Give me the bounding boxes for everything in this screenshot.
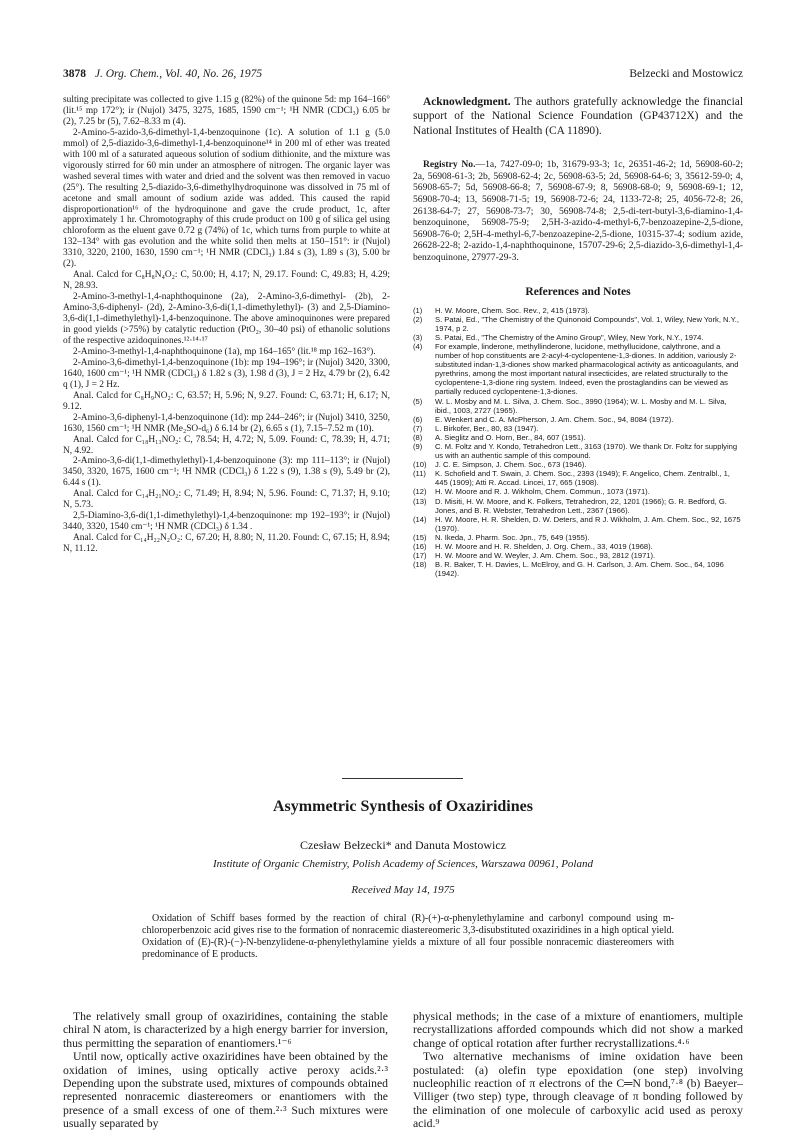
reference-number: (8) <box>413 432 423 442</box>
reference-number: (16) <box>413 542 427 551</box>
reference-number: (10) <box>413 460 427 470</box>
reference-number: (6) <box>413 414 423 424</box>
experimental-paragraph: sulting precipitate was collected to give 1.15 g (82%) of the quinone 5d: mp 164–166° (lit.¹⁵ mp 172°); ir (Nujol) 3475, 3275, 1685, 1590 cm⁻¹; ¹H NMR (CDCl₃) 6.05 br (2), 7.25 br (5), 7.62–8.33 m (4). <box>63 95 390 127</box>
body-paragraph: physical methods; in the case of a mixture of enantiomers, multiple recrystallizations afforded compounds which did not show a marked change of optical rotation after further recrystallizations.⁴·⁶ <box>413 1010 743 1050</box>
experimental-paragraph: Anal. Calcd for C₁₄H₂₂N₂O₂: C, 67.20; H, 8.80; N, 11.20. Found: C, 67.15; H, 8.94; N, 11.12. <box>63 533 390 555</box>
journal-citation: J. Org. Chem., Vol. 40, No. 26, 1975 <box>94 68 263 80</box>
acknowledgment-text: The authors gratefully acknowledge the financial support of the National Science Foundation (GP43712X) and the National Institutes of Health (CA 11890). <box>413 96 743 137</box>
reference-number: (4) <box>413 341 423 351</box>
reference-text: S. Patai, Ed., "The Chemistry of the Amino Group", Wiley, New York, N.Y., 1974. <box>435 332 704 342</box>
notes-column <box>413 95 743 578</box>
reference-item <box>413 397 743 415</box>
reference-text: D. Misiti, H. W. Moore, and K. Folkers, Tetrahedron, 22, 1201 (1966); G. R. Bedford, G. Jones, and B. R. Webster, Tetrahedron Lett., 2367 (1966). <box>435 496 727 515</box>
reference-text: H. W. Moore and H. R. Shelden, J. Org. Chem., 33, 4019 (1968). <box>435 542 653 551</box>
experimental-column <box>63 95 390 555</box>
acknowledgment-label: Acknowledgment. <box>423 96 511 108</box>
reference-text: N. Ikeda, J. Pharm. Soc. Jpn., 75, 649 (1955). <box>435 532 590 542</box>
reference-item <box>413 333 743 342</box>
reference-number: (12) <box>413 487 427 497</box>
reference-item <box>413 433 743 442</box>
reference-item <box>413 497 743 515</box>
experimental-paragraph: 2-Amino-5-azido-3,6-dimethyl-1,4-benzoquinone (1c). A solution of 1.1 g (5.0 mmol) of 2,5-diazido-3,6-dimethyl-1,4-benzoquinone¹⁴ in 200 ml of ether was treated with 100 ml of a saturated aqueous solution of sodium dithionite, and the mixture was vigorously stirred for 60 min under an atmosphere of nitrogen. The organic layer was washed several times with water and dried and the solvent was then removed in vacuo (25°). The resulting 2,5-diazido-3,6-dimethylhydroquinone was dissolved in 75 ml of acetone and small amount of sodium azide was added. This caused the rapid disproportionation¹⁶ of the hydroquinone and gave the crude product, 1c, after approximately 1 hr. Chromotography of this crude product on 100 g of silica gel using chloroform as the eluent gave 0.72 g (74%) of 1c, which turns from purple to white at 132–134° with gas evolution and the white solid then melts at 150–151°: ir (Nujol) 3310, 3220, 2100, 1630, 1590 cm⁻¹; ¹H NMR (CDCl₃) 1.84 s (3), 1.89 s (3), 5.00 br (2). <box>63 127 390 270</box>
reference-text: H. W. Moore and R. J. Wikholm, Chem. Commun., 1073 (1971). <box>435 487 650 497</box>
reference-text: B. R. Baker, T. H. Davies, L. McElroy, and G. H. Carlson, J. Am. Chem. Soc., 64, 1096 (1942). <box>435 560 724 579</box>
registry-text: —1a, 7427-09-0; 1b, 31679-93-3; 1c, 26351-46-2; 1d, 56908-60-2; 2a, 56908-61-3; 2b, 56908-62-4; 2c, 56908-63-5; 2d, 56908-64-6; 3, 35612-59-0; 4, 56908-65-7; 5d, 56908-66-8; 7, 56908-67-9; 8, 56908-68-0; 9, 56908-69-1; 12, 56908-70-4; 13, 56908-71-5; 19, 56908-72-6; 24, 1133-72-8; 25, 4056-72-8; 26, 26138-64-7; 27, 56908-73-7; 30, 56908-74-8; 2,5-di-tert-butyl-3,6-diamino-1,4-benzoquinone, 56908-75-9; 2,5H-3-azido-4-methyl-6,7-benzoazepine-2,5-dione, 56908-76-0; 2,5H-4-methyl-6,7-benzoazepine-2,5-dione, 10315-37-4; sodium azide, 26628-22-8; 2-azido-1,4-naphthoquinone, 15707-29-6; 2,5-diazido-3,6-dimethyl-1,4-benzoquinone, 27977-29-3. <box>413 159 743 263</box>
references-heading: References and Notes <box>525 285 631 298</box>
reference-item <box>413 542 743 551</box>
reference-text: L. Birkofer, Ber., 80, 83 (1947). <box>435 423 539 433</box>
abstract: Oxidation of Schiff bases formed by the reaction of chiral (R)-(+)-α-phenylethylamine and carbonyl compound using m-chloroperbenzoic acid gives rise to the formation of nonracemic diastereomeric 3,3-disubstituted oxaziridines in a high optical yield. Oxidation of (E)-(R)-(−)-N-benzylidene-α-phenylethylamine yields a mixture of all four possible nonracemic diastereomers with predominance of E products. <box>142 913 674 960</box>
body-paragraph: Until now, optically active oxaziridines have been obtained by the oxidation of imines, using optically active peroxy acids.²·³ Depending upon the substrate used, mixtures of compounds obtained represented nonracemic diastereomers or enantiomers with the presence of a small excess of one of them.²·³ Such mixtures were usually separated by <box>63 1050 388 1131</box>
page-number: 3878 <box>63 68 86 80</box>
experimental-paragraph: Anal. Calcd for C₈H₈N₄O₂: C, 50.00; H, 4.17; N, 29.17. Found: C, 49.83; H, 4.29; N, 28.93. <box>63 270 390 292</box>
reference-number: (11) <box>413 469 426 479</box>
references-list <box>413 306 743 579</box>
reference-text: S. Patai, Ed., "The Chemistry of the Quinonoid Compounds", Vol. 1, Wiley, New York, N.Y., 1974, p 2. <box>435 314 739 333</box>
registry-numbers <box>413 159 743 263</box>
reference-text: H. W. Moore and W. Weyler, J. Am. Chem. Soc., 93, 2812 (1971). <box>435 551 656 561</box>
reference-item <box>413 487 743 496</box>
registry-label: Registry No. <box>423 159 476 171</box>
reference-number: (18) <box>413 560 427 570</box>
reference-text: K. Schofield and T. Swain, J. Chem. Soc., 2393 (1949); F. Angelico, Chem. Zentralbl., 1, 445 (1909); Atti R. Accad. Lincei, 17, 665 (1908). <box>435 469 730 488</box>
reference-item <box>413 560 743 578</box>
experimental-paragraph: Anal. Calcd for C₁₈H₁₃NO₂: C, 78.54; H, 4.72; N, 5.09. Found: C, 78.39; H, 4.71; N, 4.92. <box>63 434 390 456</box>
reference-text: A. Sieglitz and O. Horn, Ber., 84, 607 (1951). <box>435 432 586 442</box>
reference-item <box>413 460 743 469</box>
reference-item <box>413 442 743 460</box>
experimental-paragraph: 2-Amino-3-methyl-1,4-naphthoquinone (1a), mp 164–165° (lit.¹⁸ mp 162–163°). <box>73 346 376 357</box>
reference-text: J. C. E. Simpson, J. Chem. Soc., 673 (1946). <box>435 460 587 470</box>
reference-number: (2) <box>413 314 423 324</box>
author-institution: Institute of Organic Chemistry, Polish Academy of Sciences, Warszawa 00961, Poland <box>213 858 593 870</box>
introduction-left-column <box>63 1010 388 1131</box>
article-authors: Czesław Bełzecki* and Danuta Mostowicz <box>300 838 506 852</box>
reference-number: (17) <box>413 551 427 561</box>
running-header <box>63 68 743 84</box>
section-divider <box>342 778 463 779</box>
experimental-paragraph: 2,5-Diamino-3,6-di(1,1-dimethylethyl)-1,4-benzoquinone: mp 192–193°; ir (Nujol) 3440, 3320, 1540 cm⁻¹; ¹H NMR (CDCl₃) δ 1.34 . <box>63 511 390 533</box>
reference-item <box>413 424 743 433</box>
acknowledgment <box>413 95 743 138</box>
experimental-paragraph: 2-Amino-3,6-dimethyl-1,4-benzoquinone (1b): mp 194–196°; ir (Nujol) 3420, 3300, 1640, 1600 cm⁻¹; ¹H NMR (CDCl₃) δ 1.82 s (3), 1.98 d (3), J = 2 Hz, 4.79 br (2), 6.42 q (1), J = 2 Hz. <box>63 357 390 390</box>
reference-item <box>413 469 743 487</box>
reference-item <box>413 533 743 542</box>
reference-text: For example, linderone, methyllinderone, lucidone, methyllucidone, calythrone, and a number of hop constituents are 2-acyl-4-cyclopentene-1,3-diones. In addition, variously 2-substituted indan-1,3-diones show marked pharmacological activity as anticoagulants, and pyrethrins, among the most important natural insecticides, are related structurally to the cyclopentene-1,3-dione ring system. Indeed, even the prostaglandins can be viewed as partially reduced cyclopentene-1,3-diones. <box>435 341 739 397</box>
reference-number: (13) <box>413 496 427 506</box>
introduction-right-column <box>413 1010 743 1131</box>
running-authors: Belzecki and Mostowicz <box>629 68 743 80</box>
experimental-paragraph: 2-Amino-3-methyl-1,4-naphthoquinone (2a), 2-Amino-3,6-dimethyl- (2b), 2-Amino-3,6-diphenyl- (2d), 2-Amino-3,6-di(1,1-dimethylethyl)- (3) and 2,5-Diamino-3,6-di(1,1-dimethylethyl)-1,4-benzoquinone. The above aminoquinones were prepared in good yields (>75%) by catalytic reduction (PtO₂, 30–40 psi) of ethanolic solutions of the respective azidoquinones.¹²·¹⁴·¹⁷ <box>63 292 390 346</box>
experimental-paragraph: 2-Amino-3,6-di(1,1-dimethylethyl)-1,4-benzoquinone (3): mp 111–113°; ir (Nujol) 3450, 3320, 1675, 1600 cm⁻¹; ¹H NMR (CDCl₃) δ 1.22 s (9), 1.38 s (9), 5.49 br (2), 6.44 s (1). <box>63 456 390 489</box>
reference-item <box>413 415 743 424</box>
reference-text: W. L. Mosby and M. L. Silva, J. Chem. Soc., 3990 (1964); W. L. Mosby and M. L. Silva, ibid., 1003, 2727 (1965). <box>435 396 727 415</box>
reference-item <box>413 306 743 315</box>
reference-text: E. Wenkert and C. A. McPherson, J. Am. Chem. Soc., 94, 8084 (1972). <box>435 414 674 424</box>
body-paragraph: Two alternative mechanisms of imine oxidation have been postulated: (a) olefin type epoxidation (one step) involving nucleophilic reaction of π electrons of the C═N bond,⁷·⁸ (b) Baeyer–Villiger (two step) type, through cleavage of π bonding followed by the elimination of one molecule of carboxylic acid used as peroxy acid.⁹ <box>413 1050 743 1131</box>
reference-item <box>413 315 743 333</box>
reference-number: (9) <box>413 441 423 451</box>
reference-item <box>413 515 743 533</box>
experimental-paragraph: Anal. Calcd for C₈H₉NO₂: C, 63.57; H, 5.96; N, 9.27. Found: C, 63.71; H, 6.17; N, 9.12. <box>63 390 390 412</box>
reference-text: H. W. Moore, H. R. Shelden, D. W. Deters, and R J. Wikholm, J. Am. Chem. Soc., 92, 1675 (1970). <box>435 514 741 533</box>
received-date: Received May 14, 1975 <box>351 884 455 896</box>
reference-item <box>413 342 743 397</box>
experimental-paragraph: Anal. Calcd for C₁₄H₂₁NO₂: C, 71.49; H, 8.94; N, 5.96. Found: C, 71.37; H, 9.10; N, 5.73. <box>63 489 390 511</box>
reference-item <box>413 551 743 560</box>
reference-number: (15) <box>413 532 427 542</box>
reference-text: C. M. Foltz and Y. Kondo, Tetrahedron Lett., 3163 (1970). We thank Dr. Foltz for supplying us with an authentic sample of this compound. <box>435 441 738 461</box>
reference-number: (3) <box>413 332 423 342</box>
reference-text: H. W. Moore, Chem. Soc. Rev., 2, 415 (1973). <box>435 305 590 315</box>
experimental-paragraph: 2-Amino-3,6-diphenyl-1,4-benzoquinone (1d): mp 244–246°; ir (Nujol) 3410, 3250, 1630, 1560 cm⁻¹; ¹H NMR (Me₂SO-d₆) δ 6.14 br (2), 6.65 s (1), 7.15–7.52 m (10). <box>63 412 390 434</box>
reference-number: (5) <box>413 396 423 406</box>
reference-number: (1) <box>413 305 423 315</box>
reference-number: (7) <box>413 423 423 433</box>
body-paragraph: The relatively small group of oxaziridines, containing the stable chiral N atom, is characterized by a high energy barrier for inversion, thus permitting the separation of enantiomers.¹⁻⁶ <box>63 1010 388 1050</box>
article-title: Asymmetric Synthesis of Oxaziridines <box>273 798 533 815</box>
reference-number: (14) <box>413 514 427 524</box>
